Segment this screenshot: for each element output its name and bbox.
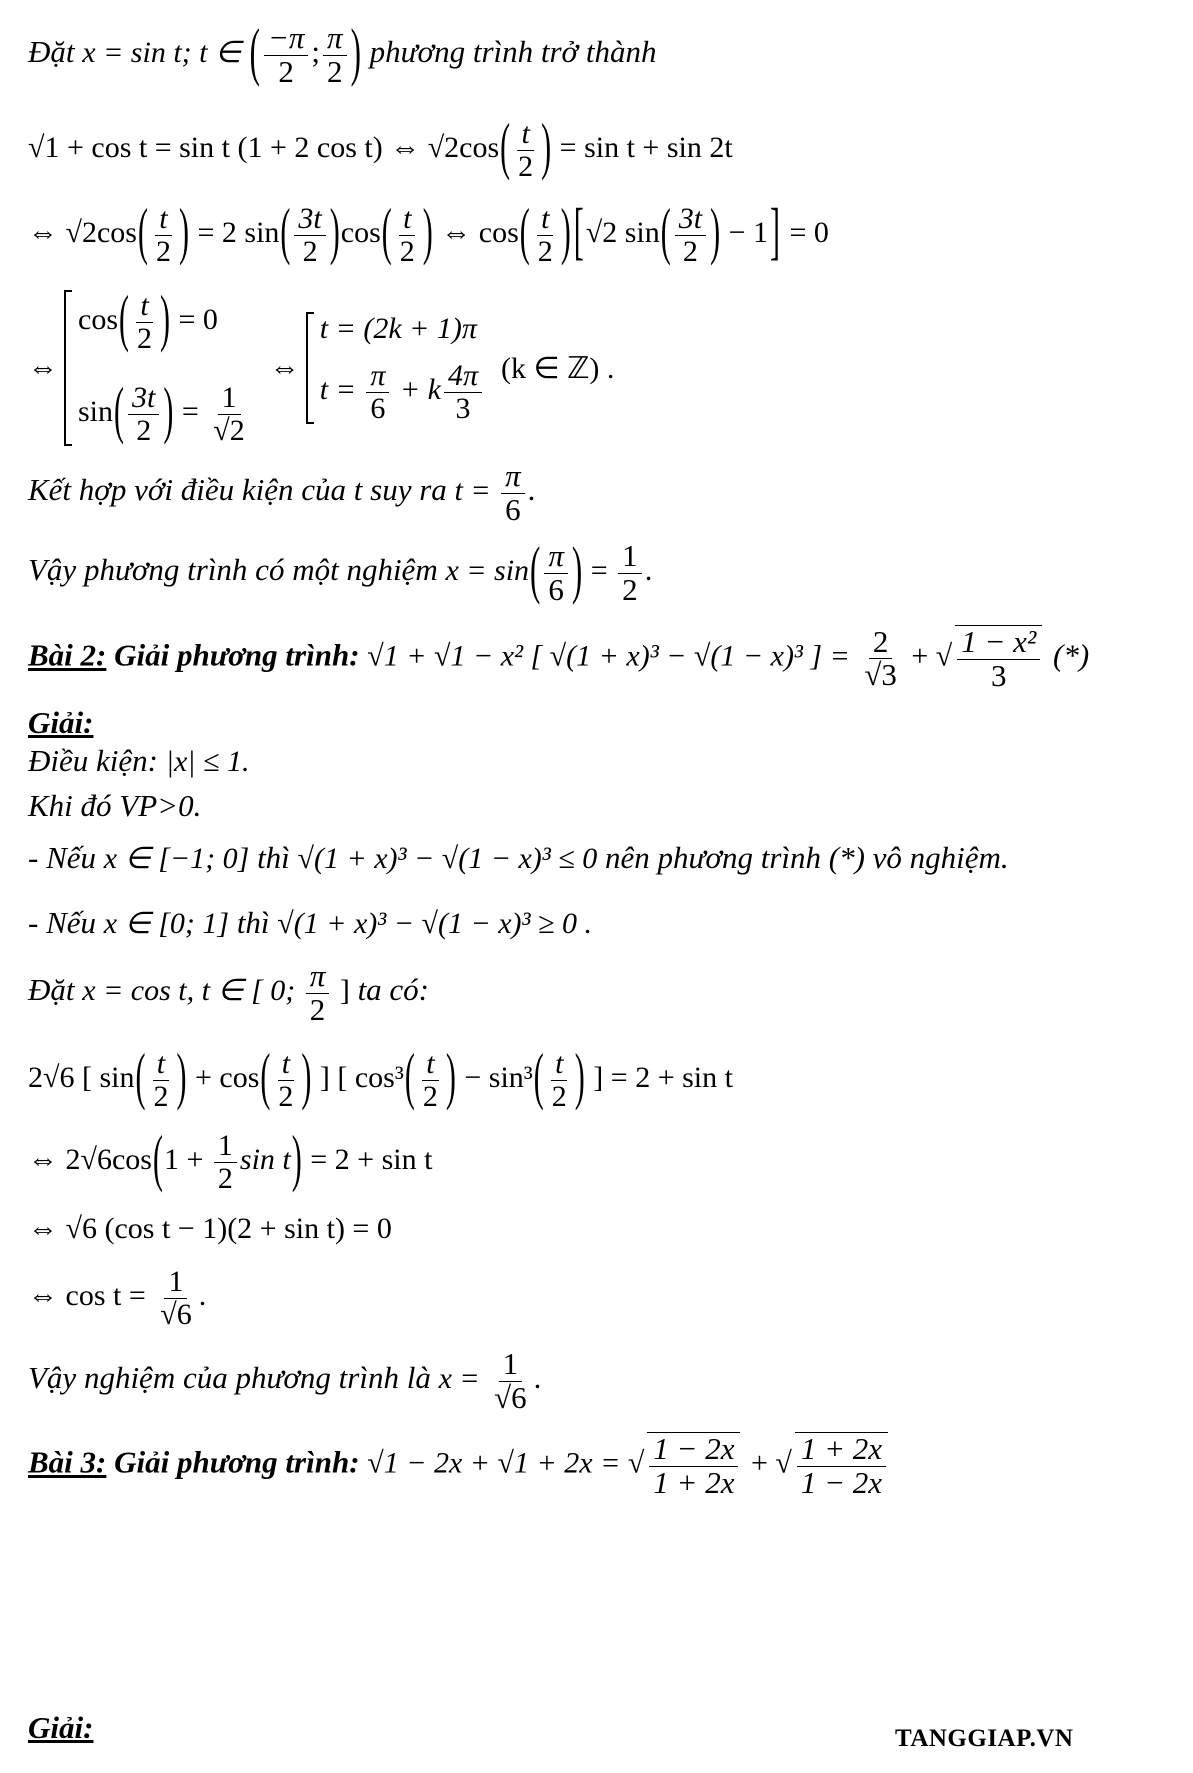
line-equation-1: √1 + cos t = sin t (1 + 2 cos t) ⇔ √2cos( $\frac{t}{2}$ ) = sin t + sin 2t bbox=[28, 112, 733, 183]
line-dieu-kien: Điều kiện: |x| ≤ 1. bbox=[28, 743, 250, 778]
text-dat: Đặt bbox=[28, 34, 83, 70]
line-khi-do: Khi đó VP>0. bbox=[28, 788, 202, 823]
line-dat-cos: Đặt x = cos t, t ∈ [ 0; $\frac{\pi}{2}$ ] ta có: bbox=[28, 958, 430, 1027]
giai-heading-2: Giải: bbox=[28, 1710, 94, 1745]
brand-watermark: TANGGIAP.VN bbox=[895, 1725, 1074, 1752]
math-x-sin-t: x = sin t; t ∈ bbox=[82, 36, 249, 70]
heading-bai-3: Bài 3: Giải phương trình: √1 − 2x + √1 + 2x = √ $\frac{1 - 2x}{1 + 2x}$ + √ $\frac{1 + 2x}{1 - 2x}$ bbox=[28, 1432, 891, 1499]
line-equation-2: ⇔ √2cos( $\frac{t}{2}$ ) = 2 sin( $\frac{3t}{2}$ )cos( $\frac{t}{2}$ ) ⇔ cos( $\frac{t}{2}$ ) [√2 sin( $\frac{3t}{2}$ ) − 1] = 0 bbox=[28, 197, 829, 268]
line-vay-nghiem-1: Vậy phương trình có một nghiệm x = sin( $\frac{\pi}{6}$ ) = $\frac{1}{2}$ . bbox=[28, 532, 653, 607]
line-eq-bai2-3: ⇔ √6 (cos t − 1)(2 + sin t) = 0 bbox=[28, 1212, 392, 1245]
fraction-upper: $\frac{\pi}{2}$ bbox=[323, 22, 347, 88]
heading-bai-2: Bài 2: Giải phương trình: √1 + √1 − x² [ √(1 + x)³ − √(1 − x)³ ] = $\frac{2}{√3}$ + √ $\frac{\text{1 − x²}}{3}$ (*) bbox=[28, 623, 1090, 693]
line-system: ⇔ cos( $\frac{t}{2}$ ) = 0 sin( $\frac{3t}{2}$ ) = $\frac{1}{√2}$ ⇔ t = (2k + 1)π t = $\frac{\pi}{6}$ + k $\frac{4\pi}{3}$ (k ∈ ℤ) . bbox=[28, 284, 615, 447]
line-neu-1: - Nếu x ∈ [−1; 0] thì √(1 + x)³ − √(1 − x)³ ≤ 0 nên phương trình (*) vô nghiệm. bbox=[28, 840, 1009, 875]
fraction-lower: $\frac{-\pi}{2}$ bbox=[264, 22, 308, 88]
system-right: t = (2k + 1)π t = $\frac{\pi}{6}$ + k $\frac{4\pi}{3}$ bbox=[306, 312, 485, 424]
line-eq-bai2-1: 2√6 [ sin( $\frac{t}{2}$ ) + cos( $\frac{t}{2}$ ) ] [ cos³( $\frac{t}{2}$ ) − sin³( $\frac{t}{2}$ ) ] = 2 + sin t bbox=[28, 1042, 733, 1113]
bai-3-label: Bài 3: bbox=[28, 1444, 107, 1480]
giai-heading-1: Giải: bbox=[28, 705, 94, 740]
bai-2-label: Bài 2: bbox=[28, 637, 107, 673]
line-ket-hop: Kết hợp với điều kiện của t suy ra t = $\frac{\pi}{6}$ . bbox=[28, 458, 536, 527]
line-neu-2: - Nếu x ∈ [0; 1] thì √(1 + x)³ − √(1 − x)³ ≥ 0 . bbox=[28, 905, 593, 940]
line-eq-bai2-2: ⇔ 2√6cos(1 + $\frac{1}{2}$ sin t) = 2 + sin t bbox=[28, 1124, 433, 1195]
text-phuong-trinh-tro-thanh: phương trình trở thành bbox=[361, 34, 657, 70]
line-substitution-sin: Đặt x = sin t; t ∈ ( $\frac{-\pi}{2}$ ; $\frac{\pi}{2}$ ) phương trình trở thành bbox=[28, 14, 657, 89]
system-left: cos( $\frac{t}{2}$ ) = 0 sin( $\frac{3t}{2}$ ) = $\frac{1}{√2}$ bbox=[64, 290, 252, 446]
line-vay-nghiem-2: Vậy nghiệm của phương trình là x = $\frac{1}{√6}$ . bbox=[28, 1346, 542, 1415]
line-eq-bai2-4: ⇔ cos t = $\frac{1}{√6}$ . bbox=[28, 1265, 207, 1331]
